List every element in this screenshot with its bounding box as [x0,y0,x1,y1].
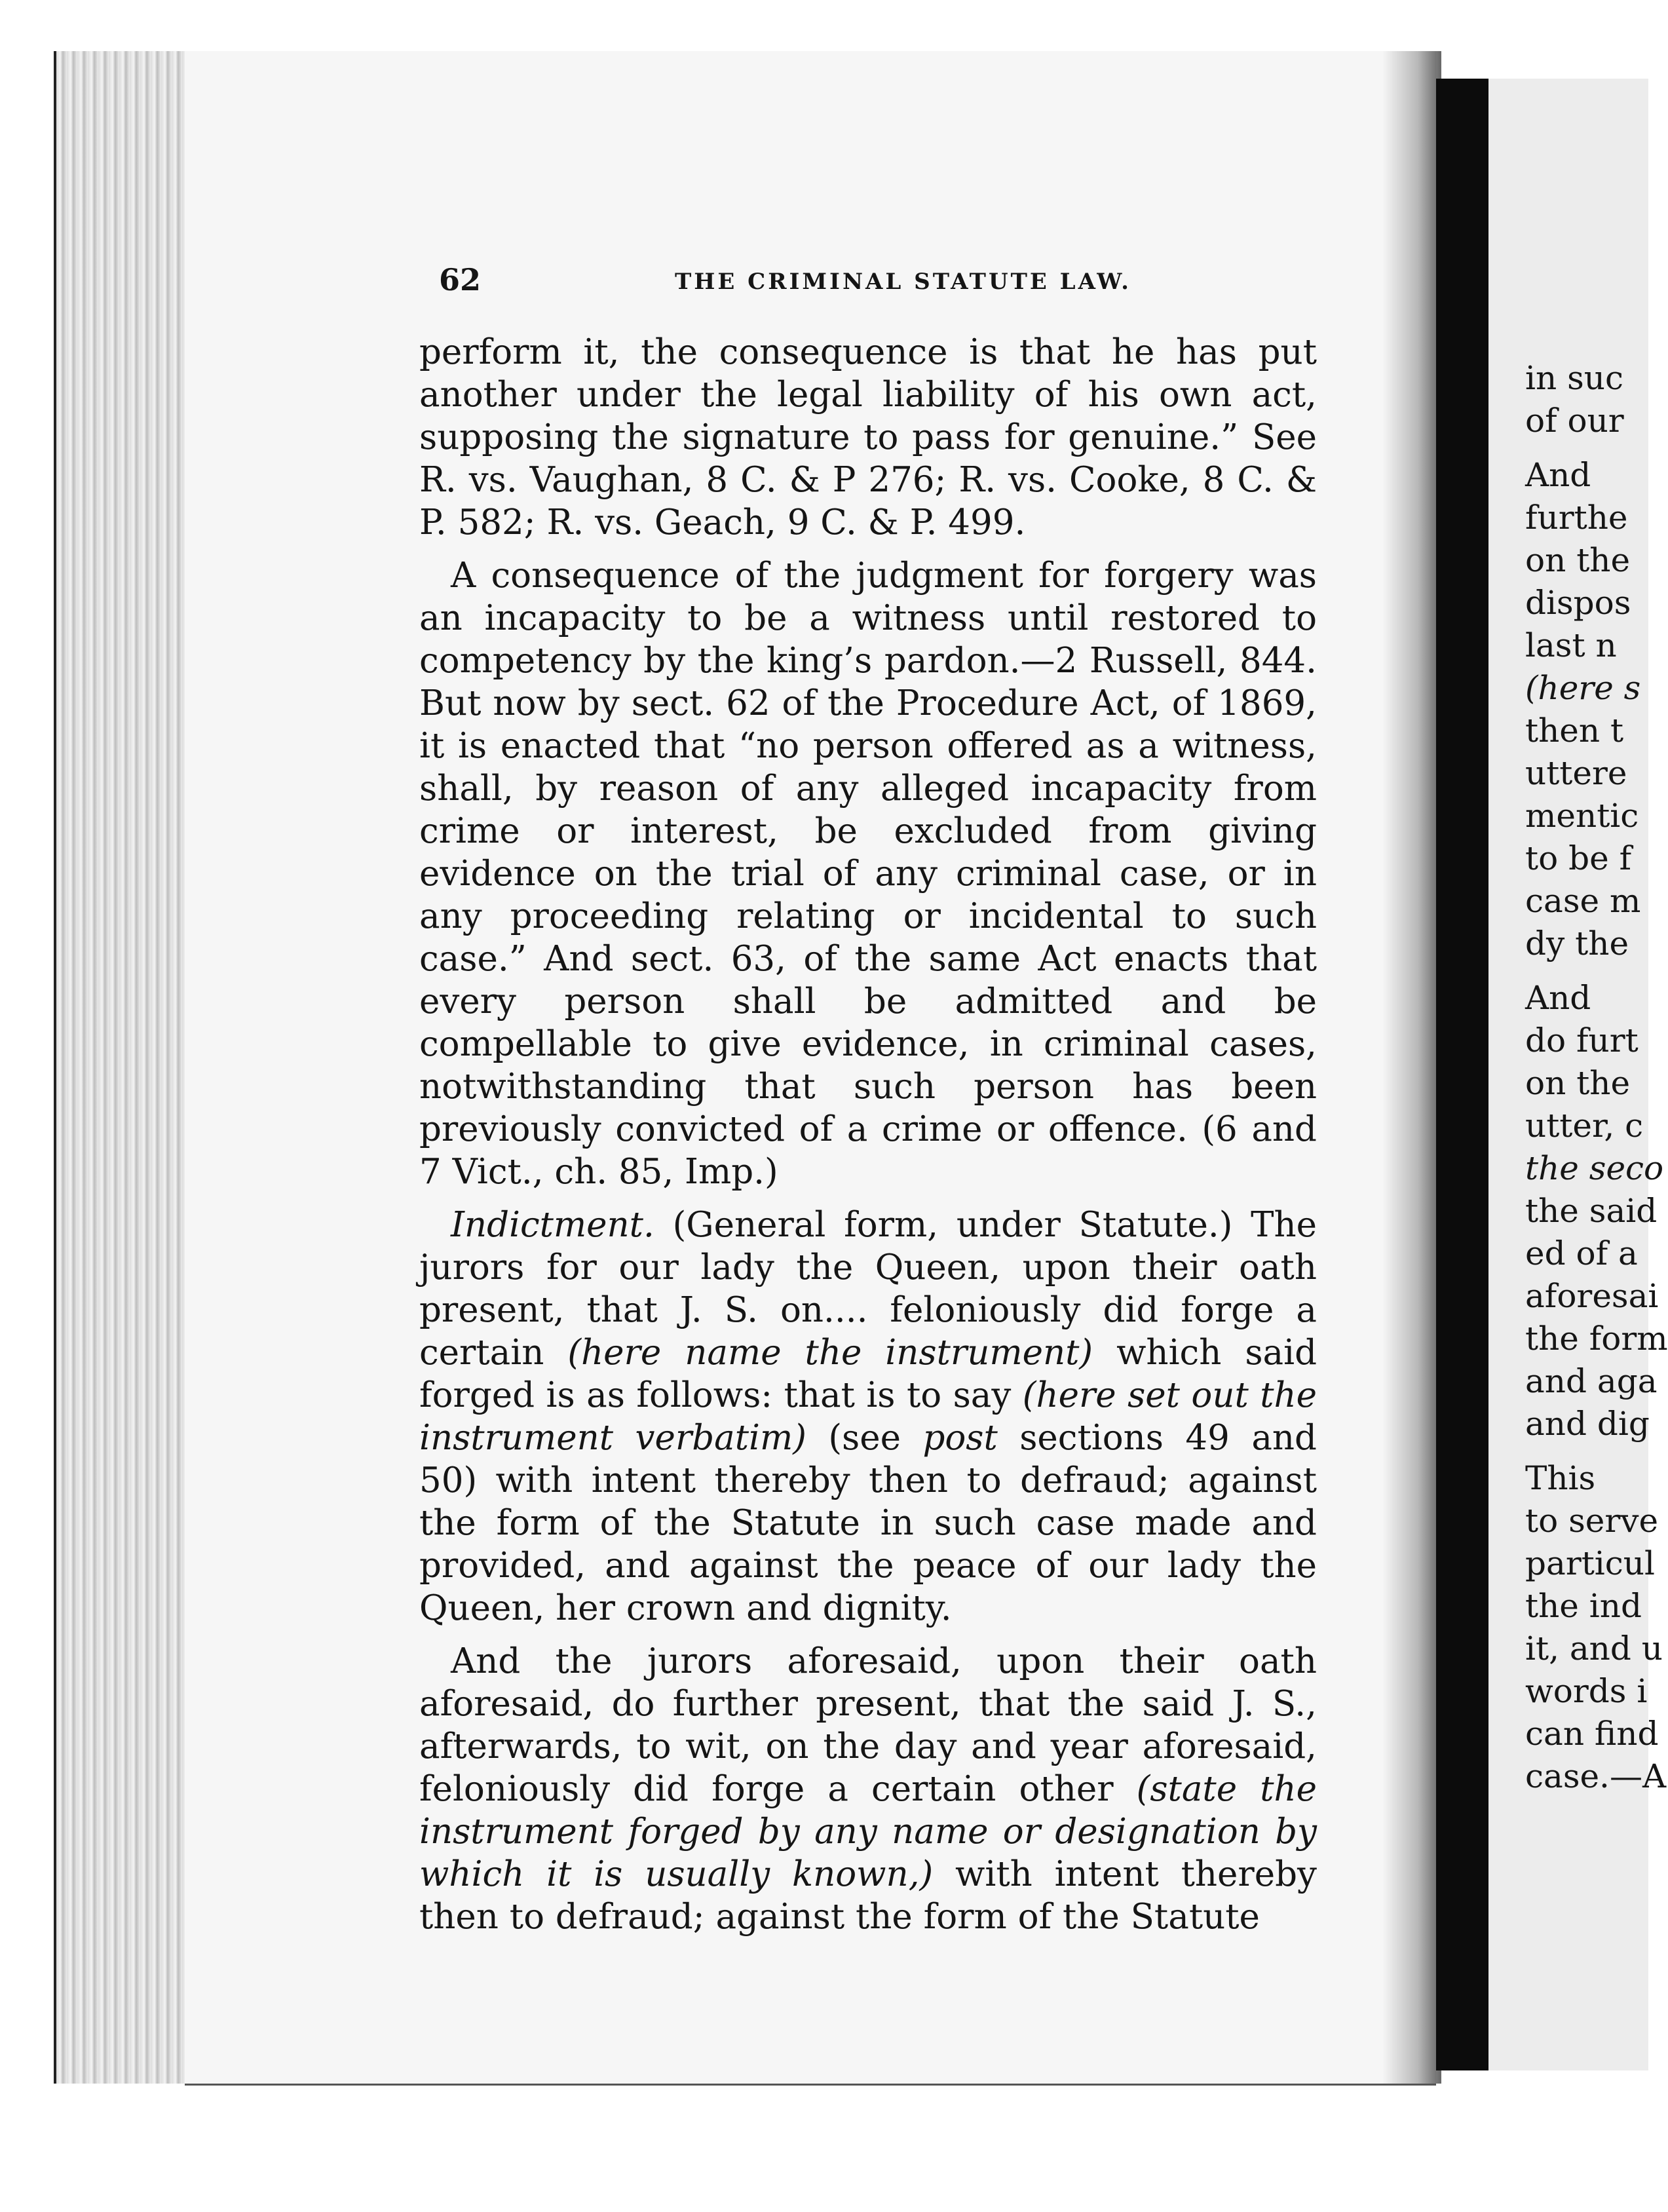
right-page-text [1525,357,1668,1798]
right-line: on the [1525,1064,1631,1102]
page-number: 62 [439,262,482,297]
right-line: words i [1525,1672,1648,1710]
right-line: on the [1525,541,1631,579]
right-line: dispos [1525,584,1631,622]
right-line: particul [1525,1544,1655,1582]
right-line: (here s [1525,669,1641,707]
right-line: of our [1525,402,1624,440]
right-line: to be f [1525,839,1632,877]
right-line: utter, c [1525,1107,1644,1145]
right-line: dy the [1525,925,1629,963]
paragraph-1: perform it, the consequence is that he has put another under the legal liability of his own act, supposing the signature to pass for genuine.” See R. vs. Vaughan, 8 C. & P 276; R. vs. Cooke, 8 C. & P. 582; R. vs. Geach, 9 C. & P. 499. [419,332,1317,543]
right-line: and dig [1525,1405,1650,1443]
right-line: case.—A [1525,1757,1667,1795]
right-line: case m [1525,882,1641,920]
book-spine [1436,79,1488,2070]
p3-text-1: (General form, under Statute.) The jurors for our lady the Queen, upon their oath present, that J. S. on.... feloniously did forge a certain [419,1205,1317,1373]
right-line: then t [1525,712,1624,750]
right-line: furthe [1525,499,1628,537]
p4-text-1: And the jurors aforesaid, upon their oath aforesaid, do further present, that the said J. S., afterwards, to wit, on the day and year aforesaid, feloniously did forge a certain other [419,1641,1317,1809]
p3-italic-1: (here name the instrument) [567,1333,1093,1373]
right-line: ed of a [1525,1234,1638,1272]
right-line: to serve [1525,1502,1659,1540]
right-line: aforesai [1525,1277,1659,1315]
p3-text-4: sections 49 and 50) with intent thereby then to defraud; against the form of the Statute in such case made and provided, and against the peace of our lady the Queen, her crown and dignity. [419,1418,1317,1628]
running-title: THE CRIMINAL STATUTE LAW. [675,269,1131,295]
right-line: it, and u [1525,1630,1663,1668]
indictment-heading: Indictment. [451,1205,654,1245]
page-edges [54,51,187,2084]
right-line: mentic [1525,797,1639,835]
right-line: And [1525,456,1591,494]
p3-text-3: (see [806,1418,923,1458]
page-header [439,262,1323,315]
right-line: can find [1525,1715,1659,1753]
right-line: last n [1525,626,1617,664]
right-line: the form [1525,1320,1668,1358]
gutter-shadow [1382,51,1441,2084]
right-line: the said [1525,1192,1658,1230]
right-line: and aga [1525,1362,1658,1400]
paragraph-2: A consequence of the judgment for forgery was an incapacity to be a witness until restored to competency by the king’s pardon.—2 Russell, 844. But now by sect. 62 of the Procedure Act, of 1869, it is enacted that “no person offered as a witness, shall, by reason of any alleged incapacity from crime or interest, be excluded from giving evidence on the trial of any criminal case, or in any proceeding relating or incidental to such case.” And sect. 63, of the same Act enacts that every person shall be admitted and be compellable to give evidence, in criminal cases, notwithstanding that such person has been previously convicted of a crime or offence. (6 and 7 Vict., ch. 85, Imp.) [419,556,1317,1192]
p3-italic-3: post [922,1418,998,1458]
p3-italic-2: (here set out the instrument verbatim) [419,1375,1317,1458]
right-line: do furt [1525,1021,1639,1059]
right-line: This [1525,1459,1596,1497]
right-line: in suc [1525,359,1623,397]
p4-italic-1: (state the instrument forged by any name or designation by which it is usually known,) [419,1769,1317,1894]
right-line: uttere [1525,754,1627,792]
right-line: And [1525,979,1591,1017]
paragraph-4 [419,1640,1317,1938]
right-line: the ind [1525,1587,1642,1625]
p4-text-2: with intent thereby then to defraud; against the form of the Statute [419,1854,1317,1937]
p3-text-2: which said forged is as follows: that is to say [419,1333,1317,1415]
body-text [419,331,1317,1949]
right-line: the seco [1525,1149,1664,1187]
paragraph-3 [419,1204,1317,1630]
